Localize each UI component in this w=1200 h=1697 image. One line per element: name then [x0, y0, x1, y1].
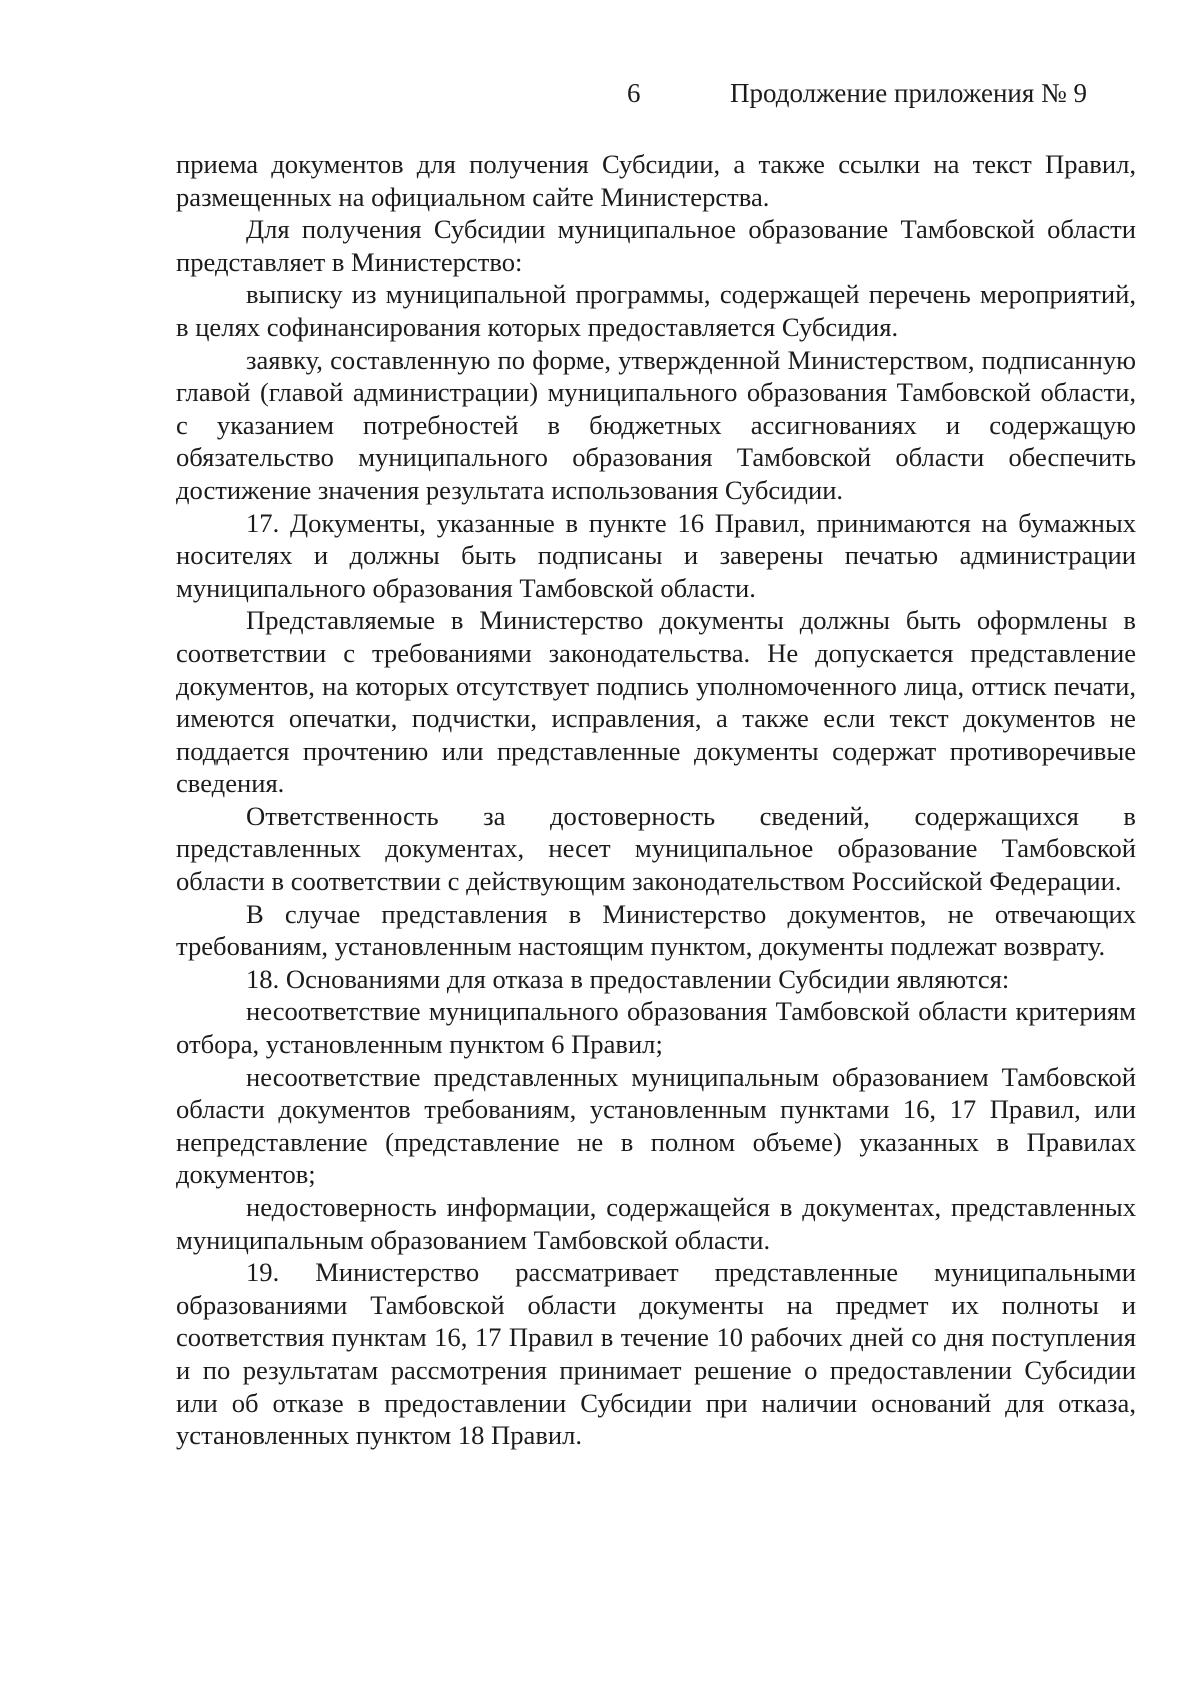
paragraph-continuation: приема документов для получения Субсидии, а также ссылки на текст Правил, размещенных на официальном сайте Министерства.	[176, 149, 1136, 212]
paragraph: несоответствие представленных муниципальным образованием Тамбовской области документов требованиям, установленным пунктами 16, 17 Правил, или непредставление (представление не в полном объеме) указанных в Правилах документов;	[176, 1061, 1136, 1190]
paragraph: выписку из муниципальной программы, содержащей перечень мероприятий, в целях софинансирования которых предоставляется Субсидия.	[176, 279, 1136, 342]
appendix-continuation-label: Продолжение приложения № 9	[730, 78, 1088, 108]
page-header	[0, 78, 1200, 118]
paragraph: несоответствие муниципального образования Тамбовской области критериям отбора, установленным пунктом 6 Правил;	[176, 996, 1136, 1060]
paragraph-item-18: 18. Основаниями для отказа в предоставлении Субсидии являются:	[246, 963, 1010, 994]
paragraph: заявку, составленную по форме, утвержденной Министерством, подписанную главой (главой администрации) муниципального образования Тамбовской области, с указанием потребностей в бюджетных ассигнованиях и содержащую обязательство муниципального образования Тамбовской области обеспечить достижение значения результата использования Субсидии.	[176, 344, 1136, 505]
document-body	[176, 148, 1136, 1452]
paragraph-item-19: 19. Министерство рассматривает представленные муниципальными образованиями Тамбовской области документы на предмет их полноты и соответствия пунктам 16, 17 Правил в течение 10 рабочих дней со дня поступления и по результатам рассмотрения принимает решение о предоставлении Субсидии или об отказе в предоставлении Субсидии при наличии оснований для отказа, установленных пунктом 18 Правил.	[176, 1257, 1136, 1451]
page-number: 6	[627, 78, 641, 108]
paragraph: Для получения Субсидии муниципальное образование Тамбовской области представляет в Министерство:	[176, 214, 1136, 277]
paragraph-item-17: 17. Документы, указанные в пункте 16 Правил, принимаются на бумажных носителях и должны быть подписаны и заверены печатью администрации муниципального образования Тамбовской области.	[176, 507, 1136, 603]
paragraph: Ответственность за достоверность сведений, содержащихся в представленных документах, несет муниципальное образование Тамбовской области в соответствии с действующим законодательством Российской Федерации.	[176, 800, 1136, 897]
paragraph: Представляемые в Министерство документы должны быть оформлены в соответствии с требованиями законодательства. Не допускается представление документов, на которых отсутствует подпись уполномоченного лица, оттиск печати, имеются опечатки, подчистки, исправления, а также если текст документов не поддается прочтению или представленные документы содержат противоречивые сведения.	[176, 605, 1136, 799]
paragraph: В случае представления в Министерство документов, не отвечающих требованиям, установленным настоящим пунктом, документы подлежат возврату.	[176, 898, 1136, 962]
paragraph: недостоверность информации, содержащейся в документах, представленных муниципальным образованием Тамбовской области.	[176, 1192, 1136, 1255]
